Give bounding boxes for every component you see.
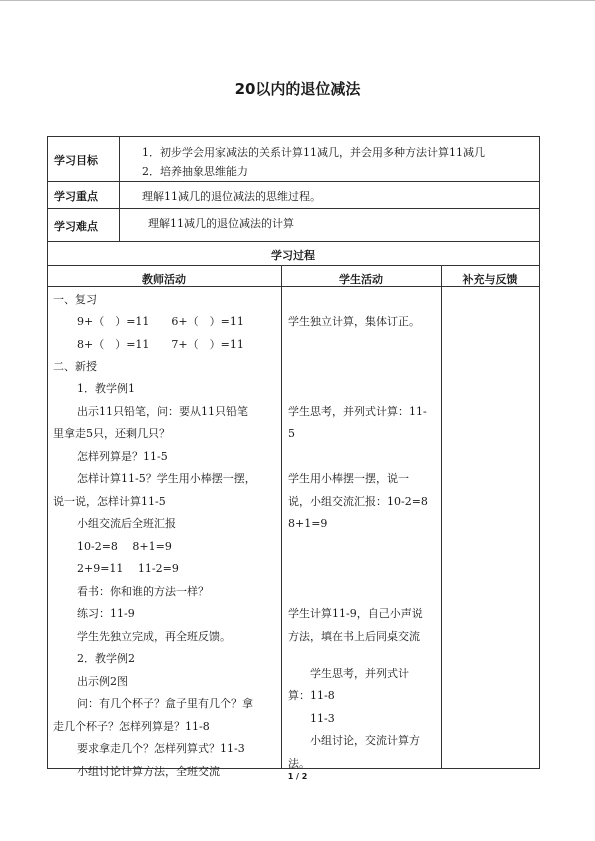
student-line: 学生思考，并列式计算：11- bbox=[288, 405, 427, 418]
table-border-left bbox=[47, 136, 48, 241]
teacher-line: 说一说，怎样计算11-5 bbox=[53, 495, 166, 508]
difficulty-label: 学习难点 bbox=[54, 220, 98, 233]
difficulty-text: 理解11减几的退位减法的计算 bbox=[148, 217, 294, 230]
process-title-line bbox=[47, 265, 540, 266]
teacher-line: 8+（ ）=11 7+（ ）=11 bbox=[77, 338, 244, 351]
teacher-line: 2．教学例2 bbox=[77, 652, 135, 665]
teacher-line: 问：有几个杯子？盒子里有几个？拿 bbox=[77, 697, 253, 710]
teacher-line: 怎样计算11-5？学生用小棒摆一摆， bbox=[77, 472, 256, 485]
student-line: 11-3 bbox=[310, 712, 335, 725]
student-line: 8+1=9 bbox=[288, 517, 328, 530]
student-line: 学生独立计算，集体订正。 bbox=[288, 315, 420, 328]
page-title: 20以内的退位减法 bbox=[234, 80, 361, 98]
student-line: 学生计算11-9，自己小声说 bbox=[288, 607, 423, 620]
teacher-line: 看书：你和谁的方法一样？ bbox=[77, 585, 209, 598]
goal-line-1: 1．初步学会用家减法的关系计算11减几，并会用多种方法计算11减几 bbox=[142, 146, 485, 159]
focus-label: 学习重点 bbox=[54, 190, 98, 203]
col-header-teacher: 教师活动 bbox=[142, 273, 186, 286]
table-border-right bbox=[539, 136, 540, 768]
student-line: 方法，填在书上后同桌交流 bbox=[288, 630, 420, 643]
teacher-line: 小组交流后全班汇报 bbox=[77, 517, 176, 530]
page-top-rule bbox=[0, 0, 595, 1]
goal-label: 学习目标 bbox=[54, 154, 98, 167]
student-line: 学生思考，并列式计 bbox=[310, 667, 409, 680]
teacher-line: 1．教学例1 bbox=[77, 382, 135, 395]
teacher-line: 练习：11-9 bbox=[77, 607, 135, 620]
teacher-line: 要求拿走几个？怎样列算式？11-3 bbox=[77, 742, 245, 755]
teacher-line: 出示例2图 bbox=[77, 675, 128, 688]
table-border-left bbox=[47, 241, 48, 768]
student-line: 学生用小棒摆一摆，说一 bbox=[288, 472, 409, 485]
teacher-line: 小组讨论计算方法，全班交流 bbox=[77, 765, 220, 778]
header-row-line bbox=[47, 181, 540, 182]
header-divider bbox=[119, 136, 120, 241]
teacher-line: 一、复习 bbox=[53, 293, 97, 306]
student-line: 5 bbox=[288, 427, 295, 440]
col-header-student: 学生活动 bbox=[339, 273, 383, 286]
column-divider bbox=[441, 265, 442, 768]
teacher-line: 2+9=11 11-2=9 bbox=[77, 562, 179, 575]
page-number: 1 / 2 bbox=[287, 772, 308, 781]
student-line: 小组讨论，交流计算方 bbox=[310, 734, 420, 747]
teacher-line: 里拿走5只，还剩几只？ bbox=[53, 427, 170, 440]
teacher-line: 怎样列算是？11-5 bbox=[77, 450, 168, 463]
student-line: 法。 bbox=[288, 757, 310, 770]
col-header-feedback: 补充与反馈 bbox=[462, 273, 518, 286]
student-line: 说，小组交流汇报：10-2=8 bbox=[288, 495, 428, 508]
process-title: 学习过程 bbox=[271, 249, 315, 262]
teacher-line: 学生先独立完成，再全班反馈。 bbox=[77, 630, 231, 643]
student-line: 算：11-8 bbox=[288, 689, 335, 702]
teacher-line: 二、新授 bbox=[53, 360, 97, 373]
teacher-line: 10-2=8 8+1=9 bbox=[77, 540, 172, 553]
column-divider bbox=[281, 265, 282, 768]
goal-line-2: 2．培养抽象思维能力 bbox=[142, 165, 248, 178]
table-border-top bbox=[47, 136, 540, 137]
focus-text: 理解11减几的退位减法的思维过程。 bbox=[142, 190, 321, 203]
teacher-line: 走几个杯子？怎样列算是？11-8 bbox=[53, 720, 210, 733]
teacher-line: 9+（ ）=11 6+（ ）=11 bbox=[77, 315, 244, 328]
header-row-line bbox=[47, 208, 540, 209]
teacher-line: 出示11只铅笔，问：要从11只铅笔 bbox=[77, 405, 248, 418]
header-row-line bbox=[47, 241, 540, 242]
